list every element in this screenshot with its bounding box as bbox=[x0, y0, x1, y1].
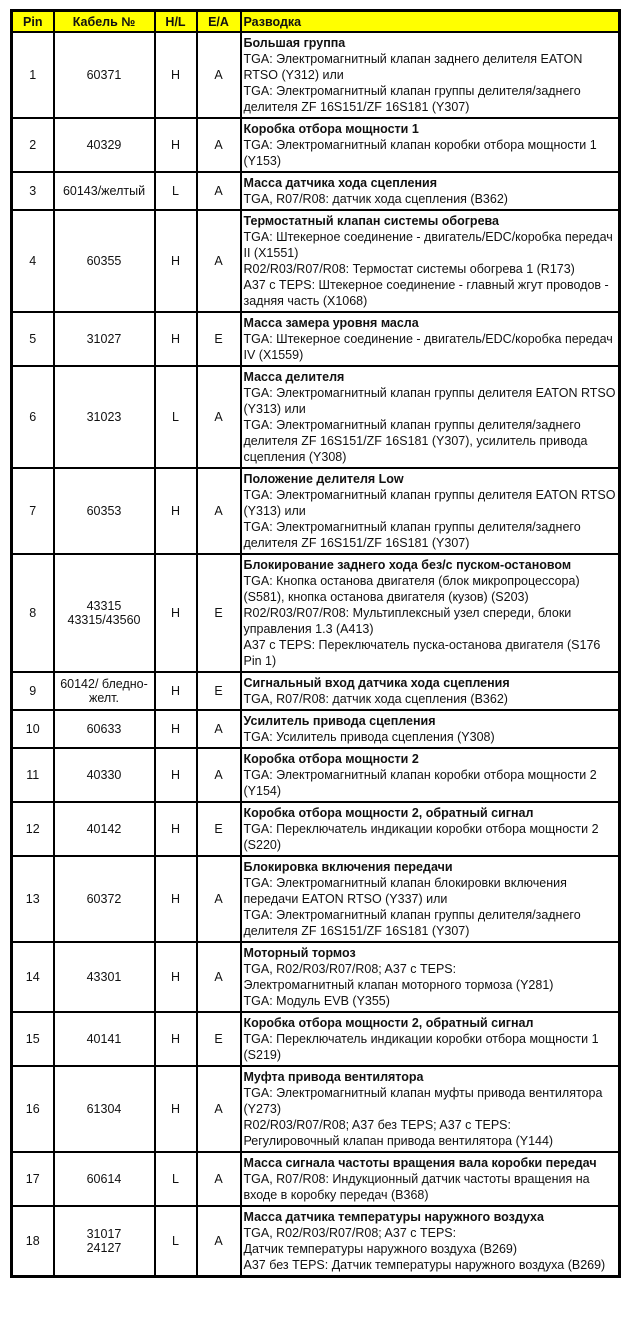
wiring-line: TGA: Электромагнитный клапан группы делителя/заднего делителя ZF 16S151/ZF 16S181 (Y307) bbox=[243, 520, 581, 550]
wiring-line: TGA: Штекерное соединение - двигатель/EDC/коробка передач II (X1551) bbox=[243, 230, 613, 260]
table-row bbox=[12, 710, 620, 748]
table-row bbox=[12, 1012, 620, 1066]
hl-cell: H bbox=[155, 856, 197, 942]
cable-cell: 43301 bbox=[54, 942, 155, 1012]
hl-cell: L bbox=[155, 366, 197, 468]
cable-cell: 40329 bbox=[54, 118, 155, 172]
hl-cell: H bbox=[155, 312, 197, 366]
ea-cell: A bbox=[197, 856, 241, 942]
hl-cell: H bbox=[155, 32, 197, 118]
header-wiring: Разводка bbox=[241, 11, 620, 33]
hl-cell: H bbox=[155, 748, 197, 802]
wiring-line: TGA, R07/R08: датчик хода сцепления (B362) bbox=[243, 692, 508, 706]
wiring-cell bbox=[241, 748, 620, 802]
wiring-cell bbox=[241, 856, 620, 942]
hl-cell: H bbox=[155, 1012, 197, 1066]
pin-cell: 9 bbox=[12, 672, 54, 710]
wiring-title: Масса делителя bbox=[243, 370, 345, 384]
wiring-line: TGA: Электромагнитный клапан группы делителя/заднего делителя ZF 16S151/ZF 16S181 (Y307) bbox=[243, 908, 581, 938]
table-row bbox=[12, 554, 620, 672]
ea-cell: A bbox=[197, 748, 241, 802]
ea-cell: E bbox=[197, 802, 241, 856]
wiring-title: Масса датчика хода сцепления bbox=[243, 176, 437, 190]
wiring-line: TGA: Электромагнитный клапан группы делителя/заднего делителя ZF 16S151/ZF 16S181 (Y307) bbox=[243, 84, 581, 114]
wiring-title: Сигнальный вход датчика хода сцепления bbox=[243, 676, 510, 690]
wiring-cell bbox=[241, 210, 620, 312]
hl-cell: H bbox=[155, 468, 197, 554]
header-cable: Кабель № bbox=[54, 11, 155, 33]
table-row bbox=[12, 856, 620, 942]
hl-cell: H bbox=[155, 554, 197, 672]
pin-cell: 11 bbox=[12, 748, 54, 802]
wiring-line: TGA: Электромагнитный клапан коробки отбора мощности 1 (Y153) bbox=[243, 138, 597, 168]
wiring-line: A37 без TEPS: Датчик температуры наружного воздуха (B269) bbox=[243, 1258, 606, 1272]
pin-cell: 14 bbox=[12, 942, 54, 1012]
wiring-line: TGA: Кнопка останова двигателя (блок микропроцессора) (S581), кнопка останова двигателя (кузов) (S203) bbox=[243, 574, 580, 604]
wiring-title: Положение делителя Low bbox=[243, 472, 404, 486]
cable-cell: 60353 bbox=[54, 468, 155, 554]
wiring-title: Блокировка включения передачи bbox=[243, 860, 453, 874]
wiring-cell bbox=[241, 554, 620, 672]
wiring-cell bbox=[241, 802, 620, 856]
wiring-line: TGA: Электромагнитный клапан блокировки включения передачи EATON RTSO (Y337) или bbox=[243, 876, 567, 906]
table-row bbox=[12, 802, 620, 856]
pin-cell: 4 bbox=[12, 210, 54, 312]
wiring-cell bbox=[241, 1152, 620, 1206]
wiring-cell bbox=[241, 710, 620, 748]
wiring-title: Масса замера уровня масла bbox=[243, 316, 419, 330]
wiring-title: Моторный тормоз bbox=[243, 946, 356, 960]
wiring-line: R02/R03/R07/R08; A37 без TEPS; A37 с TEPS: bbox=[243, 1118, 511, 1132]
ea-cell: A bbox=[197, 210, 241, 312]
wiring-title: Коробка отбора мощности 1 bbox=[243, 122, 419, 136]
ea-cell: A bbox=[197, 1066, 241, 1152]
cable-cell: 60355 bbox=[54, 210, 155, 312]
pin-cell: 7 bbox=[12, 468, 54, 554]
hl-cell: L bbox=[155, 1152, 197, 1206]
cable-cell: 60614 bbox=[54, 1152, 155, 1206]
cable-cell: 60633 bbox=[54, 710, 155, 748]
wiring-line: Электромагнитный клапан моторного тормоза (Y281) bbox=[243, 978, 554, 992]
header-pin: Pin bbox=[12, 11, 54, 33]
pin-cell: 6 bbox=[12, 366, 54, 468]
cable-cell: 60143/желтый bbox=[54, 172, 155, 210]
pin-cell: 3 bbox=[12, 172, 54, 210]
cable-cell: 31023 bbox=[54, 366, 155, 468]
table-row bbox=[12, 942, 620, 1012]
ea-cell: E bbox=[197, 672, 241, 710]
wiring-cell bbox=[241, 1012, 620, 1066]
wiring-line: TGA: Штекерное соединение - двигатель/EDC/коробка передач IV (X1559) bbox=[243, 332, 613, 362]
wiring-line: TGA: Переключатель индикации коробки отбора мощности 1 (S219) bbox=[243, 1032, 599, 1062]
header-hl: H/L bbox=[155, 11, 197, 33]
table-row bbox=[12, 32, 620, 118]
wiring-cell bbox=[241, 1066, 620, 1152]
ea-cell: A bbox=[197, 710, 241, 748]
header-ea: E/A bbox=[197, 11, 241, 33]
wiring-cell bbox=[241, 1206, 620, 1277]
hl-cell: H bbox=[155, 1066, 197, 1152]
wiring-title: Усилитель привода сцепления bbox=[243, 714, 436, 728]
hl-cell: H bbox=[155, 942, 197, 1012]
wiring-line: TGA, R02/R03/R07/R08; A37 с TEPS: bbox=[243, 1226, 457, 1240]
table-row bbox=[12, 1152, 620, 1206]
ea-cell: A bbox=[197, 366, 241, 468]
pin-cell: 12 bbox=[12, 802, 54, 856]
wiring-cell bbox=[241, 468, 620, 554]
wiring-line: TGA: Электромагнитный клапан группы делителя EATON RTSO (Y313) или bbox=[243, 386, 616, 416]
wiring-line: TGA, R07/R08: датчик хода сцепления (B362) bbox=[243, 192, 508, 206]
ea-cell: A bbox=[197, 1152, 241, 1206]
wiring-line: TGA, R07/R08: Индукционный датчик частоты вращения на входе в коробку передач (B368) bbox=[243, 1172, 590, 1202]
wiring-title: Масса датчика температуры наружного воздуха bbox=[243, 1210, 544, 1224]
hl-cell: L bbox=[155, 172, 197, 210]
table-body bbox=[12, 32, 620, 1277]
table-row bbox=[12, 118, 620, 172]
cable-cell: 40142 bbox=[54, 802, 155, 856]
pin-cell: 15 bbox=[12, 1012, 54, 1066]
wiring-line: TGA: Электромагнитный клапан коробки отбора мощности 2 (Y154) bbox=[243, 768, 597, 798]
wiring-title: Коробка отбора мощности 2, обратный сигнал bbox=[243, 806, 534, 820]
pin-cell: 8 bbox=[12, 554, 54, 672]
wiring-line: TGA: Электромагнитный клапан группы делителя/заднего делителя ZF 16S151/ZF 16S181 (Y307), усилитель привода сцепления (Y308) bbox=[243, 418, 588, 464]
wiring-line: A37 с TEPS: Переключатель пуска-останова двигателя (S176 Pin 1) bbox=[243, 638, 601, 668]
cable-cell: 60371 bbox=[54, 32, 155, 118]
wiring-cell bbox=[241, 118, 620, 172]
wiring-cell bbox=[241, 942, 620, 1012]
pin-cell: 10 bbox=[12, 710, 54, 748]
hl-cell: L bbox=[155, 1206, 197, 1277]
wiring-line: TGA: Электромагнитный клапан муфты привода вентилятора (Y273) bbox=[243, 1086, 603, 1116]
table-row bbox=[12, 748, 620, 802]
cable-cell: 43315 43315/43560 bbox=[54, 554, 155, 672]
wiring-title: Муфта привода вентилятора bbox=[243, 1070, 424, 1084]
hl-cell: H bbox=[155, 118, 197, 172]
pin-cell: 16 bbox=[12, 1066, 54, 1152]
ea-cell: E bbox=[197, 554, 241, 672]
wiring-title: Блокирование заднего хода без/с пуском-остановом bbox=[243, 558, 572, 572]
wiring-line: Датчик температуры наружного воздуха (B269) bbox=[243, 1242, 518, 1256]
ea-cell: A bbox=[197, 118, 241, 172]
wiring-line: Регулировочный клапан привода вентилятора (Y144) bbox=[243, 1134, 554, 1148]
wiring-cell bbox=[241, 366, 620, 468]
pin-cell: 18 bbox=[12, 1206, 54, 1277]
cable-cell: 40141 bbox=[54, 1012, 155, 1066]
wiring-line: TGA: Переключатель индикации коробки отбора мощности 2 (S220) bbox=[243, 822, 599, 852]
hl-cell: H bbox=[155, 672, 197, 710]
wiring-cell bbox=[241, 172, 620, 210]
ea-cell: A bbox=[197, 172, 241, 210]
table-row bbox=[12, 366, 620, 468]
hl-cell: H bbox=[155, 710, 197, 748]
wiring-line: A37 с TEPS: Штекерное соединение - главный жгут проводов - задняя часть (X1068) bbox=[243, 278, 609, 308]
wiring-line: R02/R03/R07/R08: Термостат системы обогрева 1 (R173) bbox=[243, 262, 575, 276]
header-row bbox=[12, 11, 620, 33]
wiring-line: TGA: Электромагнитный клапан группы делителя EATON RTSO (Y313) или bbox=[243, 488, 616, 518]
cable-cell: 31017 24127 bbox=[54, 1206, 155, 1277]
cable-cell: 61304 bbox=[54, 1066, 155, 1152]
table-row bbox=[12, 1206, 620, 1277]
wiring-title: Большая группа bbox=[243, 36, 346, 50]
ea-cell: A bbox=[197, 468, 241, 554]
ea-cell: A bbox=[197, 942, 241, 1012]
table-row bbox=[12, 312, 620, 366]
ea-cell: E bbox=[197, 1012, 241, 1066]
table-row bbox=[12, 1066, 620, 1152]
wiring-line: TGA: Электромагнитный клапан заднего делителя EATON RTSO (Y312) или bbox=[243, 52, 583, 82]
table-row bbox=[12, 468, 620, 554]
cable-cell: 31027 bbox=[54, 312, 155, 366]
wiring-title: Коробка отбора мощности 2 bbox=[243, 752, 419, 766]
cable-cell: 60142/ бледно-желт. bbox=[54, 672, 155, 710]
wiring-line: R02/R03/R07/R08: Мультиплексный узел спереди, блоки управления 1.3 (A413) bbox=[243, 606, 572, 636]
hl-cell: H bbox=[155, 210, 197, 312]
table-row bbox=[12, 172, 620, 210]
ea-cell: E bbox=[197, 312, 241, 366]
wiring-cell bbox=[241, 312, 620, 366]
table-row bbox=[12, 672, 620, 710]
wiring-cell bbox=[241, 32, 620, 118]
pin-assignment-table bbox=[10, 9, 621, 1278]
pin-cell: 17 bbox=[12, 1152, 54, 1206]
pin-cell: 5 bbox=[12, 312, 54, 366]
wiring-line: TGA, R02/R03/R07/R08; A37 с TEPS: bbox=[243, 962, 457, 976]
pin-cell: 13 bbox=[12, 856, 54, 942]
wiring-title: Масса сигнала частоты вращения вала коробки передач bbox=[243, 1156, 597, 1170]
table-row bbox=[12, 210, 620, 312]
wiring-cell bbox=[241, 672, 620, 710]
wiring-title: Термостатный клапан системы обогрева bbox=[243, 214, 499, 228]
cable-cell: 40330 bbox=[54, 748, 155, 802]
ea-cell: A bbox=[197, 1206, 241, 1277]
cable-cell: 60372 bbox=[54, 856, 155, 942]
wiring-title: Коробка отбора мощности 2, обратный сигнал bbox=[243, 1016, 534, 1030]
wiring-line: TGA: Модуль EVB (Y355) bbox=[243, 994, 390, 1008]
pin-cell: 1 bbox=[12, 32, 54, 118]
pin-cell: 2 bbox=[12, 118, 54, 172]
wiring-line: TGA: Усилитель привода сцепления (Y308) bbox=[243, 730, 495, 744]
ea-cell: A bbox=[197, 32, 241, 118]
hl-cell: H bbox=[155, 802, 197, 856]
